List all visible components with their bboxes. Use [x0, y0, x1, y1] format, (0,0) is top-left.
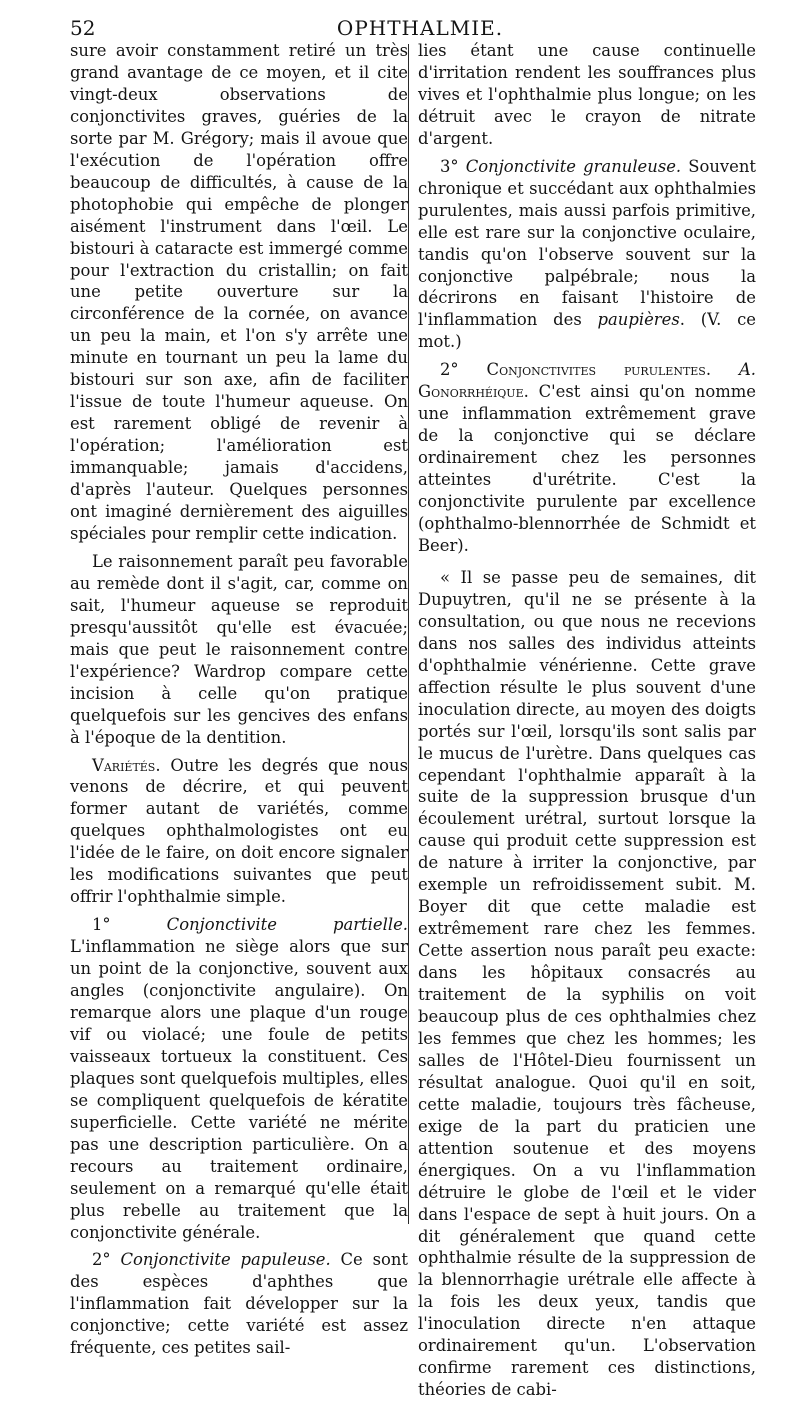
paragraph-text: L'inflammation ne siège alors que sur un point de la conjonctive, souvent aux angles (conjonctivite angulaire). On remarque alors une plaque d'un rouge vif ou violacé; une foule de petits vaisseaux tortueux la constituent. Ces plaques sont quelquefois multiples, elles se compliquent quelquefois de kératite superficielle. Cette variété ne mérite pas une description particulière. On a recours au traitement ordinaire, seulement on a remarqué qu'elle était plus rebelle au traitement que la conjonctivite générale.	[70, 937, 408, 1242]
item-number: 2°	[92, 1250, 121, 1270]
column-divider	[408, 44, 409, 1224]
paragraph: lies étant une cause continuelle d'irritation rendent les souffrances plus vives et l'ophthalmie plus longue; on les détruit avec le crayon de nitrate d'argent.	[418, 41, 756, 148]
paragraph	[70, 1249, 408, 1359]
paragraph	[70, 914, 408, 1243]
item-number: 1°	[92, 915, 167, 935]
running-header	[70, 12, 770, 42]
left-column	[70, 40, 408, 1359]
paragraph-text: Souvent chronique et succédant aux ophthalmies purulentes, mais aussi parfois primitive, elle est rare sur la conjonctive oculaire, tandis qu'on l'observe souvent sur la conjonctive palpébrale; nous la décrirons en faisant l'histoire de l'inflammation des	[418, 156, 756, 330]
running-title: OPHTHALMIE.	[336, 16, 504, 40]
right-column	[418, 40, 756, 1401]
item-number: 2°	[440, 360, 487, 380]
subsection-heading: Conjonctivite partielle.	[166, 915, 408, 935]
paragraph: Le raisonnement paraît peu favorable au remède dont il s'agit, car, comme on sait, l'humeur aqueuse se reproduit presqu'aussitôt qu'elle est évacuée; mais que peut le raisonnement contre l'expérience? Wardrop compare cette incision à celle qu'on pratique quelquefois sur les gencives des enfans à l'époque de la dentition.	[70, 551, 408, 747]
sub-letter: A.	[711, 360, 757, 380]
paragraph-text: Ce sont des espèces d'aphthes que l'inflammation fait développer sur la conjonctive; cette variété est assez fréquente, ces petites sail-	[70, 1250, 408, 1358]
cross-reference: . (V. ce mot.)	[418, 310, 756, 352]
subsection-heading: Conjonctivite granuleuse.	[465, 156, 682, 176]
paragraph	[418, 359, 756, 557]
page-number: 52	[70, 16, 96, 40]
paragraph: « Il se passe peu de semaines, dit Dupuytren, qu'il ne se présente à la consultation, ou que nous ne recevions dans nos salles des individus atteints d'ophthalmie vénérienne. Cette grave affection résulte le plus souvent d'une inoculation directe, au moyen des doigts portés sur l'œil, lorsqu'ils sont salis par le mucus de l'urètre. Dans quelques cas cependant l'ophthalmie apparaît à la suite de la suppression brusque d'un écoulement urétral, surtout lorsque la cause qui produit cette suppression est de nature à irriter la conjonctive, par exemple un refroidissement subit. M. Boyer dit que cette maladie est extrêmement rare chez les femmes. Cette assertion nous paraît peu exacte: dans les hôpitaux consacrés au traitement de la syphilis on voit beaucoup plus de ces ophthalmies chez les femmes que chez les hommes; les salles de l'Hôtel-Dieu fournissent un résultat analogue. Quoi qu'il en soit, cette maladie, toujours très fâcheuse, exige de la part du praticien une attention soutenue et des moyens énergiques. On a vu l'inflammation détruire le globe de l'œil et le vider dans l'espace de sept à huit jours. On a dit généralement que quand cette ophthalmie résulte de la suppression de la blennorrhagie urétrale elle affecte à la fois les deux yeux, tandis que l'inoculation directe n'en attaque ordinairement qu'un. L'observation confirme rarement ces distinctions, théories de cabi-	[418, 567, 756, 1400]
section-heading: Conjonctivites purulentes.	[486, 360, 712, 380]
paragraph-text: Outre les degrés que nous venons de décrire, et qui peuvent former autant de variétés, comme quelques ophthalmologistes ont eu l'idée de le faire, on doit encore signaler les modifications suivantes que peut offrir l'ophthalmie simple.	[70, 755, 408, 907]
subsection-heading: Gonorrhéique.	[418, 382, 529, 402]
section-heading: Variétés.	[92, 755, 161, 775]
paragraph	[70, 755, 408, 909]
item-number: 3°	[440, 156, 466, 176]
italic-term: paupières	[597, 310, 680, 330]
paragraph-text: C'est ainsi qu'on nomme une inflammation extrêmement grave de la conjonctive qui se déclare ordinairement chez les personnes atteintes d'urétrite. C'est la conjonctivite purulente par excellence (ophthalmo-blennorrhée de Schmidt et Beer).	[418, 382, 756, 555]
subsection-heading: Conjonctivite papuleuse.	[120, 1250, 331, 1270]
paragraph: sure avoir constamment retiré un très grand avantage de ce moyen, et il cite vingt-deux observations de conjonctivites graves, guéries de la sorte par M. Grégory; mais il avoue que l'exécution de l'opération offre beaucoup de difficultés, à cause de la photophobie qui empêche de plonger aisément l'instrument dans l'œil. Le bistouri à cataracte est immergé comme pour l'extraction du cristallin; on fait une petite ouverture sur la circonférence de la cornée, on avance un peu la main, et l'on s'y arrête une minute en tournant un peu la lame du bistouri sur son axe, afin de faciliter l'issue de toute l'humeur aqueuse. On est rarement obligé de revenir à l'opération; l'amélioration est immanquable; jamais d'accidens, d'après l'auteur. Quelques personnes ont imaginé dernièrement des aiguilles spéciales pour remplir cette indication.	[70, 41, 408, 543]
paragraph	[418, 156, 756, 354]
